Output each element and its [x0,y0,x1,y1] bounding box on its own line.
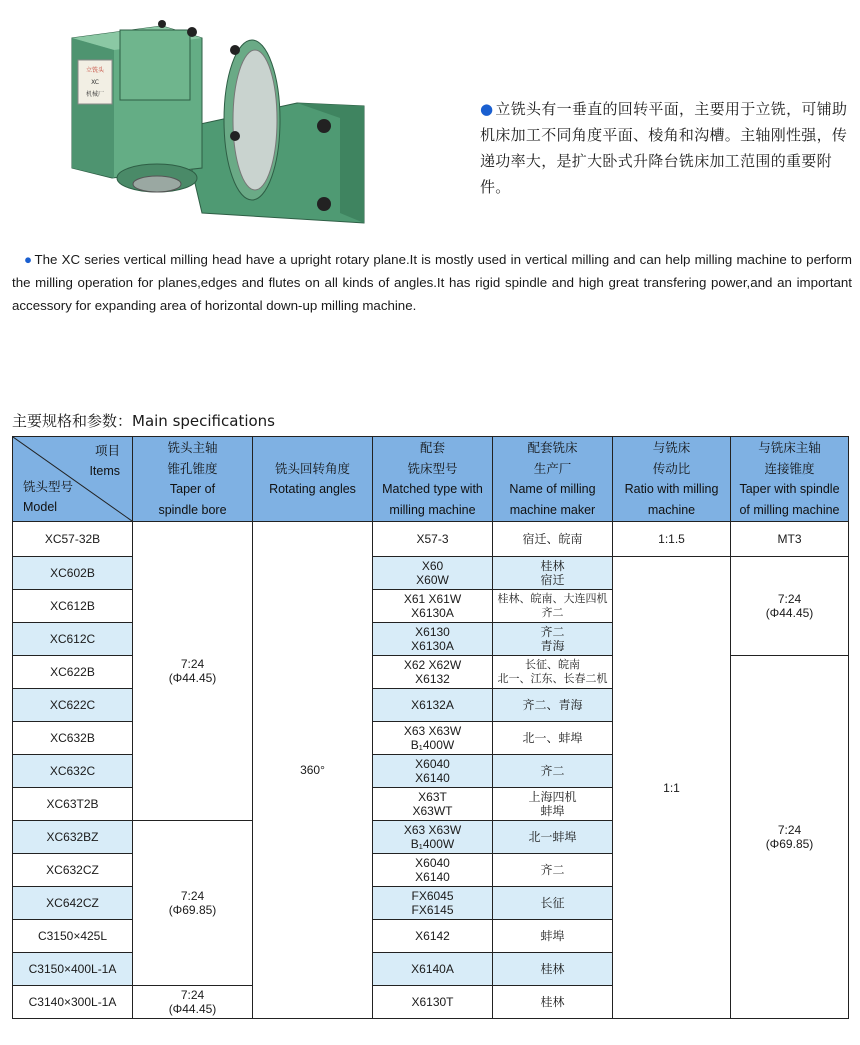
bullet-icon: ● [480,100,494,118]
maker-cell: 长征 [493,887,613,920]
description-chinese-text: 立铣头有一垂直的回转平面，主要用于立铣，可铺助机床加工不同角度平面、棱角和沟槽。主轴刚性强，传递功率大，是扩大卧式升降台铣床加工范围的重要附件。 [480,100,848,196]
header-ratio: 与铣床 传动比 Ratio with milling machine [613,437,731,522]
plate-text-3: 机械厂 [85,91,105,98]
model-cell: XC63T2B [13,788,133,821]
maker-cell: 齐二 青海 [493,623,613,656]
model-cell: XC632B [13,722,133,755]
connect-taper-cell: 7:24 (Φ69.85) [731,656,849,1019]
spec-table [12,436,849,1019]
maker-cell: 蚌埠 [493,920,613,953]
rotating-angle-cell: 360° [253,522,373,1019]
milling-head-illustration [52,8,382,226]
model-cell: XC602B [13,557,133,590]
header-model-cn: 铣头型号 [23,480,74,494]
maker-cell: 宿迁、皖南 [493,522,613,557]
header-model-en: Model [23,500,58,514]
matched-cell: X6130 X6130A [373,623,493,656]
model-cell: XC622C [13,689,133,722]
matched-cell: X6040 X6140 [373,854,493,887]
matched-cell: X60 X60W [373,557,493,590]
maker-cell: 桂林 [493,986,613,1019]
ratio-cell: 1:1 [613,557,731,1019]
matched-cell: X63 X63W B₁400W [373,821,493,854]
spindle-taper-cell: 7:24 (Φ44.45) [133,986,253,1019]
spindle-taper-cell: 7:24 (Φ44.45) [133,522,253,821]
maker-cell: 齐二 [493,854,613,887]
model-cell: XC632CZ [13,854,133,887]
model-cell: XC622B [13,656,133,689]
header-diagonal-cell [13,437,133,522]
model-cell: C3150×400L-1A [13,953,133,986]
description-chinese [480,96,850,200]
matched-cell: X6132A [373,689,493,722]
description-english [12,248,852,317]
model-cell: XC642CZ [13,887,133,920]
matched-cell: X62 X62W X6132 [373,656,493,689]
model-cell: XC57-32B [13,522,133,557]
model-cell: XC632BZ [13,821,133,854]
bullet-icon: ● [24,252,33,267]
maker-cell: 桂林、皖南、大连四机 齐二 [493,590,613,623]
maker-cell: 桂林 宿迁 [493,557,613,590]
connect-taper-cell: 7:24 (Φ44.45) [731,557,849,656]
model-cell: XC632C [13,755,133,788]
matched-cell: X6130T [373,986,493,1019]
product-photo [52,8,382,226]
matched-cell: X6142 [373,920,493,953]
model-cell: XC612B [13,590,133,623]
maker-cell: 齐二 [493,755,613,788]
header-items-cn: 项目 [94,444,120,458]
matched-cell: X6040 X6140 [373,755,493,788]
maker-cell: 北一蚌埠 [493,821,613,854]
table-header-row [13,437,849,522]
maker-cell: 齐二、青海 [493,689,613,722]
matched-cell: X63T X63WT [373,788,493,821]
header-spindle-taper: 铣头主轴 锥孔锥度 Taper of spindle bore [133,437,253,522]
model-cell: C3150×425L [13,920,133,953]
matched-cell: FX6045 FX6145 [373,887,493,920]
description-english-text: The XC series vertical milling head have a upright rotary plane.It is mostly used in vertical milling and can help milling machine to perform the milling operation for planes,edges and flutes on all kinds of angles.It has rigid spindle and high great transfering power,and an important accessory for expanding area of horizontal down-up milling machine. [12,252,852,313]
maker-cell: 北一、蚌埠 [493,722,613,755]
ratio-cell: 1:1.5 [613,522,731,557]
header-items-en: Items [89,464,120,478]
spec-title: 主要规格和参数：Main specifications [12,412,275,430]
maker-cell: 上海四机 蚌埠 [493,788,613,821]
model-cell: XC612C [13,623,133,656]
matched-cell: X61 X61W X6130A [373,590,493,623]
header-connect-taper: 与铣床主轴 连接锥度 Taper with spindle of milling machine [731,437,849,522]
spindle-taper-cell: 7:24 (Φ69.85) [133,821,253,986]
maker-cell: 桂林 [493,953,613,986]
table-row [13,522,849,557]
connect-taper-cell: MT3 [731,522,849,557]
matched-cell: X63 X63W B₁400W [373,722,493,755]
matched-cell: X57-3 [373,522,493,557]
model-cell: C3140×300L-1A [13,986,133,1019]
plate-text-2: XC [91,79,99,86]
matched-cell: X6140A [373,953,493,986]
header-matched-type: 配套 铣床型号 Matched type with milling machine [373,437,493,522]
header-rotating-angles: 铣头回转角度 Rotating angles [253,437,373,522]
maker-cell: 长征、皖南 北一、江东、长春二机 [493,656,613,689]
plate-text-1: 立铣头 [85,67,105,74]
header-machine-maker: 配套铣床 生产厂 Name of milling machine maker [493,437,613,522]
